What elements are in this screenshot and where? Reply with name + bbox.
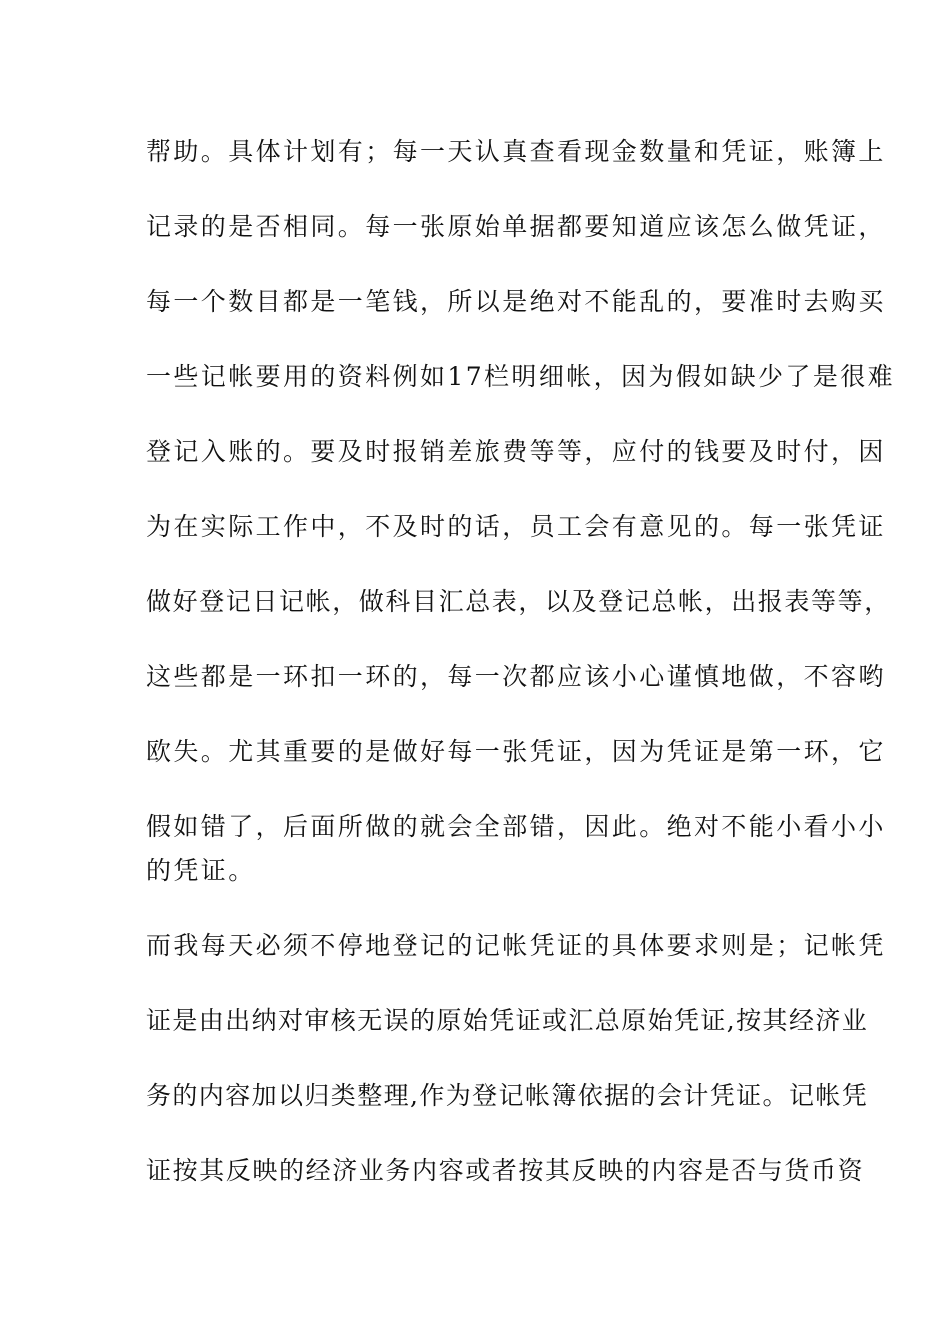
- text-line: 务的内容加以归类整理,作为登记帐簿依据的会计凭证。记帐凭: [146, 1081, 869, 1110]
- text-line: 每一个数目都是一笔钱，所以是绝对不能乱的，要准时去购买: [146, 287, 886, 316]
- text-line: 而我每天必须不停地登记的记帐凭证的具体要求则是；记帐凭: [146, 931, 886, 960]
- text-line: 的凭证。: [146, 856, 256, 885]
- text-line: 这些都是一环扣一环的，每一次都应该小心谨慎地做，不容哟: [146, 662, 886, 691]
- text-line: 登记入账的。要及时报销差旅费等等，应付的钱要及时付，因: [146, 437, 886, 466]
- text-line: 做好登记日记帐，做科目汇总表，以及登记总帐，出报表等等，: [146, 587, 891, 616]
- text-line: 一些记帐要用的资料例如17栏明细帐，因为假如缺少了是很难: [146, 362, 896, 391]
- text-line: 证是由出纳对审核无误的原始凭证或汇总原始凭证,按其经济业: [146, 1006, 869, 1035]
- text-line: 欧失。尤其重要的是做好每一张凭证，因为凭证是第一环，它: [146, 737, 886, 766]
- text-line: 证按其反映的经济业务内容或者按其反映的内容是否与货币资: [146, 1156, 865, 1185]
- text-line: 为在实际工作中，不及时的话，员工会有意见的。每一张凭证: [146, 512, 886, 541]
- text-line: 假如错了，后面所做的就会全部错，因此。绝对不能小看小小: [146, 812, 886, 841]
- text-line: 记录的是否相同。每一张原始单据都要知道应该怎么做凭证，: [146, 212, 886, 241]
- text-line: 帮助。具体计划有；每一天认真查看现金数量和凭证，账簿上: [146, 137, 886, 166]
